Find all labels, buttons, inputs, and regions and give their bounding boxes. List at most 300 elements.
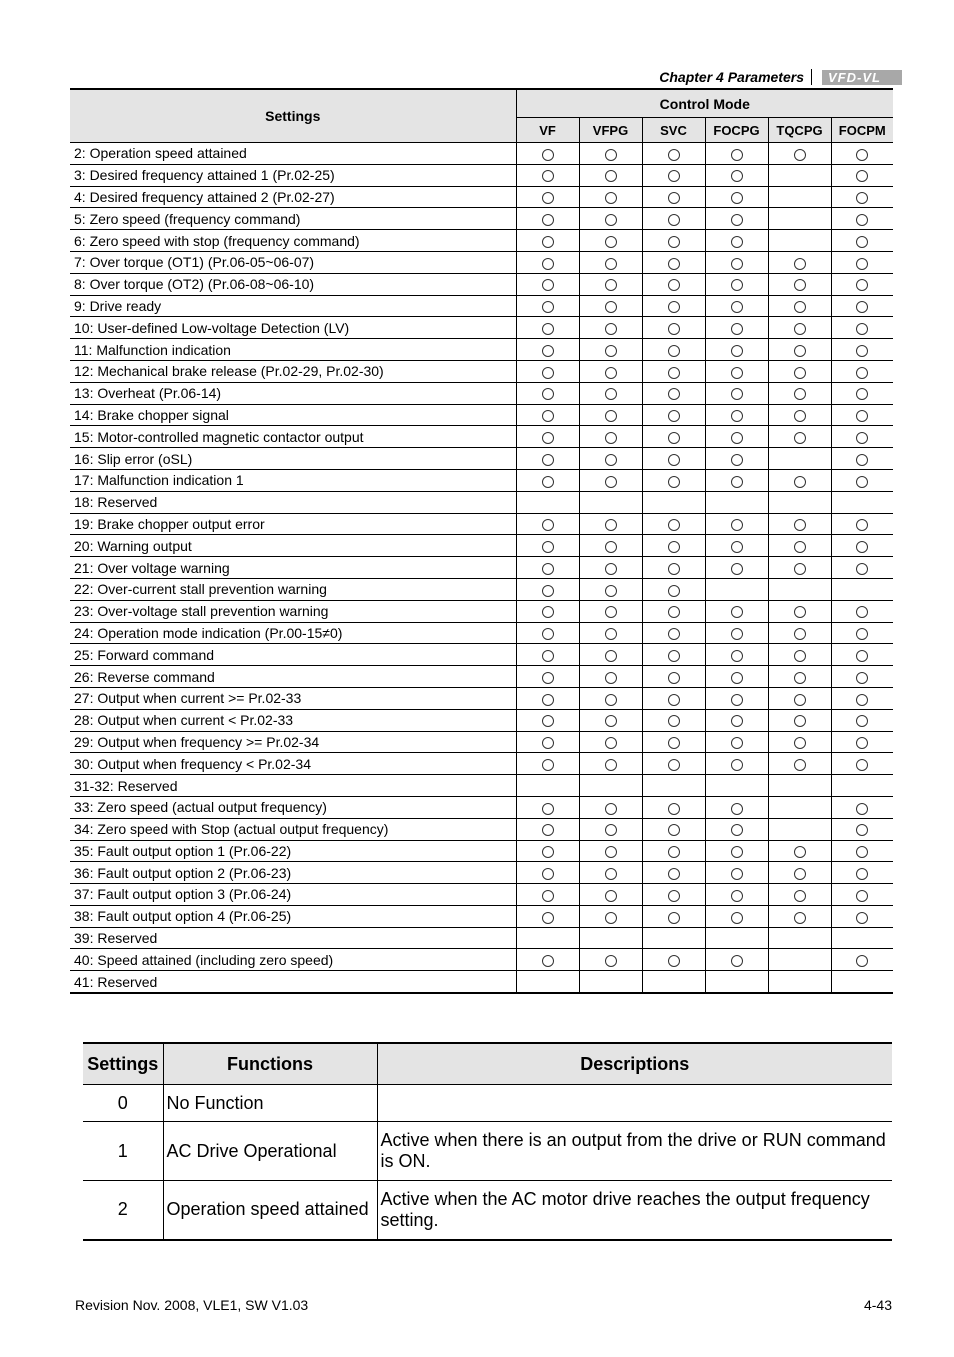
mode-cell — [579, 622, 642, 644]
mode-cell — [768, 273, 831, 295]
mode-cell — [579, 426, 642, 448]
mode-cell — [768, 535, 831, 557]
supported-circle-icon — [856, 890, 868, 902]
supported-circle-icon — [542, 323, 554, 335]
mode-cell — [579, 382, 642, 404]
supported-circle-icon — [731, 650, 743, 662]
mode-cell — [705, 360, 768, 382]
supported-circle-icon — [605, 214, 617, 226]
supported-circle-icon — [668, 585, 680, 597]
setting-label: 41: Reserved — [70, 971, 516, 993]
setting-label: 36: Fault output option 2 (Pr.06-23) — [70, 862, 516, 884]
mode-cell — [768, 557, 831, 579]
supported-circle-icon — [668, 759, 680, 771]
supported-circle-icon — [668, 170, 680, 182]
mode-cell — [705, 557, 768, 579]
mode-cell — [831, 513, 893, 535]
supported-circle-icon — [856, 236, 868, 248]
supported-circle-icon — [668, 410, 680, 422]
supported-circle-icon — [542, 410, 554, 422]
mode-cell — [705, 709, 768, 731]
mode-header-focpm: FOCPM — [831, 118, 893, 143]
mode-cell — [768, 164, 831, 186]
mode-cell — [579, 884, 642, 906]
mode-cell — [579, 513, 642, 535]
table-row — [70, 840, 893, 862]
mode-cell — [768, 382, 831, 404]
supported-circle-icon — [731, 236, 743, 248]
function-description — [377, 1085, 892, 1122]
supported-circle-icon — [794, 432, 806, 444]
table-row — [70, 491, 893, 513]
mode-cell — [831, 535, 893, 557]
setting-label: 35: Fault output option 1 (Pr.06-22) — [70, 840, 516, 862]
mode-cell — [642, 404, 705, 426]
mode-cell — [705, 491, 768, 513]
mode-cell — [705, 382, 768, 404]
supported-circle-icon — [605, 803, 617, 815]
supported-circle-icon — [856, 541, 868, 553]
mode-cell — [831, 905, 893, 927]
supported-circle-icon — [542, 476, 554, 488]
mode-cell — [831, 796, 893, 818]
supported-circle-icon — [542, 345, 554, 357]
mode-cell — [705, 295, 768, 317]
supported-circle-icon — [794, 650, 806, 662]
supported-circle-icon — [794, 541, 806, 553]
table-row — [70, 862, 893, 884]
supported-circle-icon — [605, 606, 617, 618]
mode-cell — [705, 600, 768, 622]
mode-cell — [579, 339, 642, 361]
supported-circle-icon — [794, 606, 806, 618]
mode-cell — [579, 905, 642, 927]
mode-cell — [642, 535, 705, 557]
mode-cell — [831, 600, 893, 622]
mode-cell — [579, 295, 642, 317]
setting-label: 14: Brake chopper signal — [70, 404, 516, 426]
supported-circle-icon — [731, 432, 743, 444]
mode-cell — [768, 360, 831, 382]
table-row — [70, 927, 893, 949]
table-row — [70, 513, 893, 535]
mode-cell — [516, 360, 579, 382]
setting-label: 30: Output when frequency < Pr.02-34 — [70, 753, 516, 775]
mode-cell — [642, 840, 705, 862]
mode-cell — [579, 644, 642, 666]
mode-cell — [705, 164, 768, 186]
mode-cell — [579, 360, 642, 382]
mode-cell — [831, 164, 893, 186]
mode-cell — [579, 971, 642, 993]
mode-cell — [768, 840, 831, 862]
supported-circle-icon — [731, 301, 743, 313]
supported-circle-icon — [605, 846, 617, 858]
functions-column-header: Functions — [163, 1043, 377, 1085]
mode-cell — [831, 208, 893, 230]
supported-circle-icon — [605, 149, 617, 161]
supported-circle-icon — [605, 737, 617, 749]
mode-cell — [642, 339, 705, 361]
supported-circle-icon — [542, 388, 554, 400]
supported-circle-icon — [542, 737, 554, 749]
mode-cell — [768, 753, 831, 775]
supported-circle-icon — [856, 170, 868, 182]
table-row — [70, 186, 893, 208]
supported-circle-icon — [542, 846, 554, 858]
mode-cell — [831, 491, 893, 513]
supported-circle-icon — [856, 192, 868, 204]
supported-circle-icon — [605, 323, 617, 335]
supported-circle-icon — [856, 759, 868, 771]
mode-cell — [768, 251, 831, 273]
supported-circle-icon — [856, 454, 868, 466]
supported-circle-icon — [605, 279, 617, 291]
mode-cell — [768, 644, 831, 666]
mode-cell — [579, 840, 642, 862]
table-row — [70, 273, 893, 295]
supported-circle-icon — [731, 628, 743, 640]
setting-label: 4: Desired frequency attained 2 (Pr.02-27) — [70, 186, 516, 208]
table-row — [70, 644, 893, 666]
mode-cell — [642, 164, 705, 186]
setting-label: 17: Malfunction indication 1 — [70, 469, 516, 491]
mode-cell — [705, 469, 768, 491]
mode-cell — [516, 339, 579, 361]
mode-cell — [579, 535, 642, 557]
supported-circle-icon — [542, 824, 554, 836]
mode-cell — [831, 382, 893, 404]
supported-circle-icon — [856, 868, 868, 880]
supported-circle-icon — [731, 824, 743, 836]
supported-circle-icon — [731, 563, 743, 575]
supported-circle-icon — [856, 912, 868, 924]
supported-circle-icon — [668, 236, 680, 248]
table-row — [70, 578, 893, 600]
supported-circle-icon — [542, 563, 554, 575]
table-row — [70, 208, 893, 230]
mode-cell — [831, 143, 893, 165]
supported-circle-icon — [856, 715, 868, 727]
mode-cell — [705, 448, 768, 470]
supported-circle-icon — [542, 149, 554, 161]
mode-cell — [579, 666, 642, 688]
mode-cell — [516, 208, 579, 230]
supported-circle-icon — [856, 301, 868, 313]
supported-circle-icon — [668, 345, 680, 357]
supported-circle-icon — [542, 432, 554, 444]
supported-circle-icon — [668, 454, 680, 466]
mode-cell — [579, 469, 642, 491]
mode-cell — [642, 578, 705, 600]
supported-circle-icon — [794, 694, 806, 706]
table-row — [70, 884, 893, 906]
mode-cell — [516, 164, 579, 186]
supported-circle-icon — [794, 345, 806, 357]
supported-circle-icon — [605, 955, 617, 967]
setting-label: 24: Operation mode indication (Pr.00-15≠0) — [70, 622, 516, 644]
supported-circle-icon — [856, 476, 868, 488]
supported-circle-icon — [668, 192, 680, 204]
supported-circle-icon — [731, 541, 743, 553]
mode-cell — [768, 317, 831, 339]
table-row — [70, 360, 893, 382]
mode-cell — [705, 273, 768, 295]
mode-cell — [705, 578, 768, 600]
table-row — [83, 1122, 892, 1181]
supported-circle-icon — [731, 323, 743, 335]
supported-circle-icon — [794, 388, 806, 400]
mode-cell — [579, 731, 642, 753]
supported-circle-icon — [542, 694, 554, 706]
supported-circle-icon — [856, 803, 868, 815]
page-number: 4-43 — [863, 1297, 892, 1313]
supported-circle-icon — [731, 454, 743, 466]
supported-circle-icon — [668, 890, 680, 902]
supported-circle-icon — [731, 519, 743, 531]
mode-cell — [516, 491, 579, 513]
mode-cell — [516, 927, 579, 949]
supported-circle-icon — [856, 737, 868, 749]
mode-cell — [831, 426, 893, 448]
table-row — [70, 753, 893, 775]
mode-cell — [579, 775, 642, 797]
mode-cell — [642, 513, 705, 535]
mode-cell — [642, 382, 705, 404]
supported-circle-icon — [668, 563, 680, 575]
mode-cell — [831, 753, 893, 775]
mode-header-focpg: FOCPG — [705, 118, 768, 143]
supported-circle-icon — [856, 672, 868, 684]
supported-circle-icon — [731, 672, 743, 684]
mode-cell — [831, 295, 893, 317]
setting-label: 27: Output when current >= Pr.02-33 — [70, 687, 516, 709]
mode-cell — [579, 753, 642, 775]
supported-circle-icon — [605, 694, 617, 706]
supported-circle-icon — [542, 650, 554, 662]
mode-cell — [705, 927, 768, 949]
supported-circle-icon — [542, 258, 554, 270]
mode-cell — [642, 251, 705, 273]
table-row — [83, 1181, 892, 1240]
mode-cell — [579, 687, 642, 709]
supported-circle-icon — [794, 323, 806, 335]
mode-cell — [831, 317, 893, 339]
mode-cell — [768, 775, 831, 797]
function-name: No Function — [163, 1085, 377, 1122]
supported-circle-icon — [668, 606, 680, 618]
supported-circle-icon — [668, 694, 680, 706]
mode-cell — [768, 295, 831, 317]
mode-cell — [642, 644, 705, 666]
supported-circle-icon — [605, 628, 617, 640]
mode-cell — [831, 557, 893, 579]
supported-circle-icon — [856, 955, 868, 967]
table-row — [83, 1085, 892, 1122]
supported-circle-icon — [856, 410, 868, 422]
supported-circle-icon — [542, 955, 554, 967]
supported-circle-icon — [542, 585, 554, 597]
supported-circle-icon — [605, 410, 617, 422]
mode-cell — [516, 644, 579, 666]
setting-label: 5: Zero speed (frequency command) — [70, 208, 516, 230]
supported-circle-icon — [731, 192, 743, 204]
mode-cell — [516, 666, 579, 688]
supported-circle-icon — [605, 563, 617, 575]
mode-cell — [705, 753, 768, 775]
supported-circle-icon — [856, 149, 868, 161]
mode-cell — [579, 186, 642, 208]
mode-header-vfpg: VFPG — [579, 118, 642, 143]
mode-cell — [579, 273, 642, 295]
mode-cell — [642, 186, 705, 208]
supported-circle-icon — [731, 868, 743, 880]
table-row — [70, 230, 893, 252]
supported-circle-icon — [794, 149, 806, 161]
supported-circle-icon — [668, 715, 680, 727]
mode-cell — [642, 273, 705, 295]
mode-cell — [516, 840, 579, 862]
mode-cell — [516, 731, 579, 753]
mode-cell — [705, 426, 768, 448]
mode-cell — [705, 818, 768, 840]
supported-circle-icon — [542, 715, 554, 727]
supported-circle-icon — [605, 432, 617, 444]
supported-circle-icon — [542, 803, 554, 815]
supported-circle-icon — [605, 519, 617, 531]
supported-circle-icon — [542, 301, 554, 313]
supported-circle-icon — [542, 519, 554, 531]
table-row — [70, 731, 893, 753]
mode-cell — [705, 230, 768, 252]
supported-circle-icon — [731, 694, 743, 706]
supported-circle-icon — [605, 715, 617, 727]
supported-circle-icon — [605, 585, 617, 597]
setting-label: 18: Reserved — [70, 491, 516, 513]
table-row — [70, 796, 893, 818]
supported-circle-icon — [856, 432, 868, 444]
mode-cell — [768, 862, 831, 884]
supported-circle-icon — [731, 170, 743, 182]
supported-circle-icon — [794, 715, 806, 727]
mode-cell — [642, 775, 705, 797]
table-row — [70, 295, 893, 317]
mode-cell — [831, 731, 893, 753]
mode-cell — [642, 753, 705, 775]
setting-label: 26: Reverse command — [70, 666, 516, 688]
table-row — [70, 709, 893, 731]
supported-circle-icon — [856, 345, 868, 357]
settings-column-header: Settings — [83, 1043, 163, 1085]
supported-circle-icon — [605, 301, 617, 313]
supported-circle-icon — [542, 236, 554, 248]
mode-cell — [831, 448, 893, 470]
supported-circle-icon — [668, 149, 680, 161]
table-row — [70, 775, 893, 797]
mode-cell — [831, 884, 893, 906]
supported-circle-icon — [542, 912, 554, 924]
mode-cell — [831, 949, 893, 971]
supported-circle-icon — [731, 737, 743, 749]
supported-circle-icon — [794, 628, 806, 640]
mode-cell — [516, 557, 579, 579]
supported-circle-icon — [542, 890, 554, 902]
mode-cell — [516, 273, 579, 295]
mode-cell — [642, 426, 705, 448]
setting-value: 2 — [83, 1181, 163, 1240]
setting-label: 13: Overheat (Pr.06-14) — [70, 382, 516, 404]
mode-cell — [831, 818, 893, 840]
supported-circle-icon — [668, 279, 680, 291]
supported-circle-icon — [856, 519, 868, 531]
mode-cell — [768, 208, 831, 230]
mode-cell — [831, 709, 893, 731]
mode-cell — [768, 513, 831, 535]
setting-label: 19: Brake chopper output error — [70, 513, 516, 535]
setting-label: 22: Over-current stall prevention warning — [70, 578, 516, 600]
mode-cell — [642, 557, 705, 579]
mode-header-tqcpg: TQCPG — [768, 118, 831, 143]
supported-circle-icon — [668, 519, 680, 531]
mode-cell — [831, 578, 893, 600]
setting-label: 23: Over-voltage stall prevention warning — [70, 600, 516, 622]
supported-circle-icon — [542, 868, 554, 880]
supported-circle-icon — [668, 258, 680, 270]
setting-label: 31-32: Reserved — [70, 775, 516, 797]
mode-cell — [705, 862, 768, 884]
supported-circle-icon — [794, 301, 806, 313]
supported-circle-icon — [794, 846, 806, 858]
mode-cell — [705, 949, 768, 971]
supported-circle-icon — [668, 541, 680, 553]
supported-circle-icon — [794, 563, 806, 575]
mode-cell — [642, 949, 705, 971]
mode-cell — [831, 862, 893, 884]
setting-label: 12: Mechanical brake release (Pr.02-29, Pr.02-30) — [70, 360, 516, 382]
mode-cell — [579, 600, 642, 622]
table-row — [70, 448, 893, 470]
supported-circle-icon — [668, 214, 680, 226]
mode-cell — [642, 927, 705, 949]
supported-circle-icon — [605, 170, 617, 182]
supported-circle-icon — [542, 628, 554, 640]
setting-label: 15: Motor-controlled magnetic contactor output — [70, 426, 516, 448]
supported-circle-icon — [794, 868, 806, 880]
mode-cell — [705, 884, 768, 906]
mode-cell — [579, 491, 642, 513]
mode-cell — [768, 600, 831, 622]
table-row — [70, 469, 893, 491]
mode-cell — [705, 731, 768, 753]
setting-label: 38: Fault output option 4 (Pr.06-25) — [70, 905, 516, 927]
product-logo: VFD-VL — [822, 70, 902, 85]
mode-cell — [579, 251, 642, 273]
supported-circle-icon — [605, 476, 617, 488]
setting-label: 11: Malfunction indication — [70, 339, 516, 361]
mode-cell — [831, 251, 893, 273]
mode-cell — [705, 404, 768, 426]
mode-cell — [768, 578, 831, 600]
mode-cell — [579, 557, 642, 579]
supported-circle-icon — [605, 868, 617, 880]
mode-cell — [705, 317, 768, 339]
supported-circle-icon — [605, 650, 617, 662]
table-row — [70, 687, 893, 709]
mode-cell — [516, 687, 579, 709]
mode-cell — [705, 971, 768, 993]
mode-cell — [768, 709, 831, 731]
setting-label: 34: Zero speed with Stop (actual output frequency) — [70, 818, 516, 840]
